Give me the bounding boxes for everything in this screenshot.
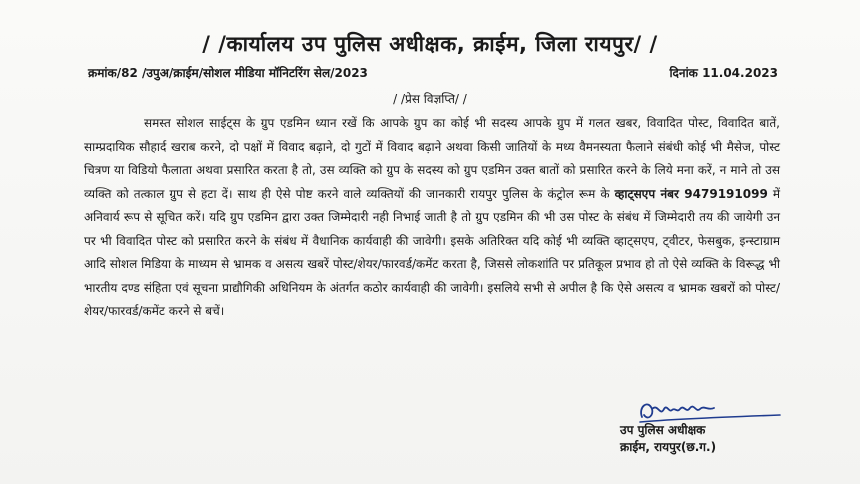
office-title: / /कार्यालय उप पुलिस अधीक्षक, क्राईम, जिला रायपुर/ / xyxy=(202,32,658,56)
whatsapp-number: व्हाट्सएप नंबर 9479191099 xyxy=(614,186,768,201)
body-text-part1: समस्त सोशल साईट्स के ग्रुप एडमिन ध्यान रखें कि आपके ग्रुप का कोई भी सदस्य आपके ग्रुप में गलत खबर, विवादित पोस्ट, विवादित बातें, साम्प्रदायिक सौहार्द खराब करने, दो पक्षों में विवाद बढ़ाने, दो गुटों में विवाद बढ़ाने अथवा किसी जातियों के मध्य वैमनस्यता फैलाने संबंधी कोई भी मैसेज, पोस्ट चित्रण या विडियो फैलाता अथवा प्रसारित करता है तो, उस व्यक्ति को ग्रुप के सदस्य को ग्रुप एडमिन उक्त बातों को प्रसारित करने के लिये मना करें, न माने तो उस व्यक्ति को तत्काल ग्रुप से हटा दें। साथ ही ऐसे पोष्ट करने वाले व्यक्तियों की जानकारी रायपुर पुलिस के कंट्रोल रूम के xyxy=(84,116,780,201)
signature-block xyxy=(620,422,716,456)
signatory-office: क्राईम, रायपुर(छ.ग.) xyxy=(620,440,717,454)
press-release-heading: / /प्रेस विज्ञप्ति/ / xyxy=(393,92,467,106)
signature-icon xyxy=(634,395,784,425)
reference-number: क्रमांक/82 /उपुअ/क्राईम/सोशल मीडिया मॉनिटरिंग सेल/2023 xyxy=(88,66,368,80)
press-release-body xyxy=(84,112,780,324)
issue-date: दिनांक 11.04.2023 xyxy=(669,66,778,80)
signatory-title: उप पुलिस अधीक्षक xyxy=(620,423,706,437)
reference-line xyxy=(88,64,778,81)
body-text-part2: में अनिवार्य रूप से सूचित करें। यदि ग्रुप एडमिन द्वारा उक्त जिम्मेदारी नही निभाई जाती है तो ग्रुप एडमिन की भी उस पोस्ट के संबंध में जिम्मेदारी तय की जायेगी उन पर भी विवादित पोस्ट को प्रसारित करने के संबंध में वैधानिक कार्यवाही की जावेगी। इसके अतिरिक्त यदि कोई भी व्यक्ति व्हाट्सएप, ट्वीटर, फेसबुक, इन्स्टाग्राम आदि सोशल मिडिया के माध्यम से भ्रामक व असत्य खबरें पोस्ट/शेयर/फारवर्ड/कमेंट करता है, जिससे लोकशांति पर प्रतिकूल प्रभाव हो तो ऐसे व्यक्ति के विरूद्ध भी भारतीय दण्ड संहिता एवं सूचना प्राद्यौगिकी अधिनियम के अंतर्गत कठोर कार्यवाही की जावेगी। इसलिये सभी से अपील है कि ऐसे असत्य व भ्रामक खबरों को पोस्ट/शेयर/फारवर्ड/कमेंट करने से बचें। xyxy=(84,186,780,318)
